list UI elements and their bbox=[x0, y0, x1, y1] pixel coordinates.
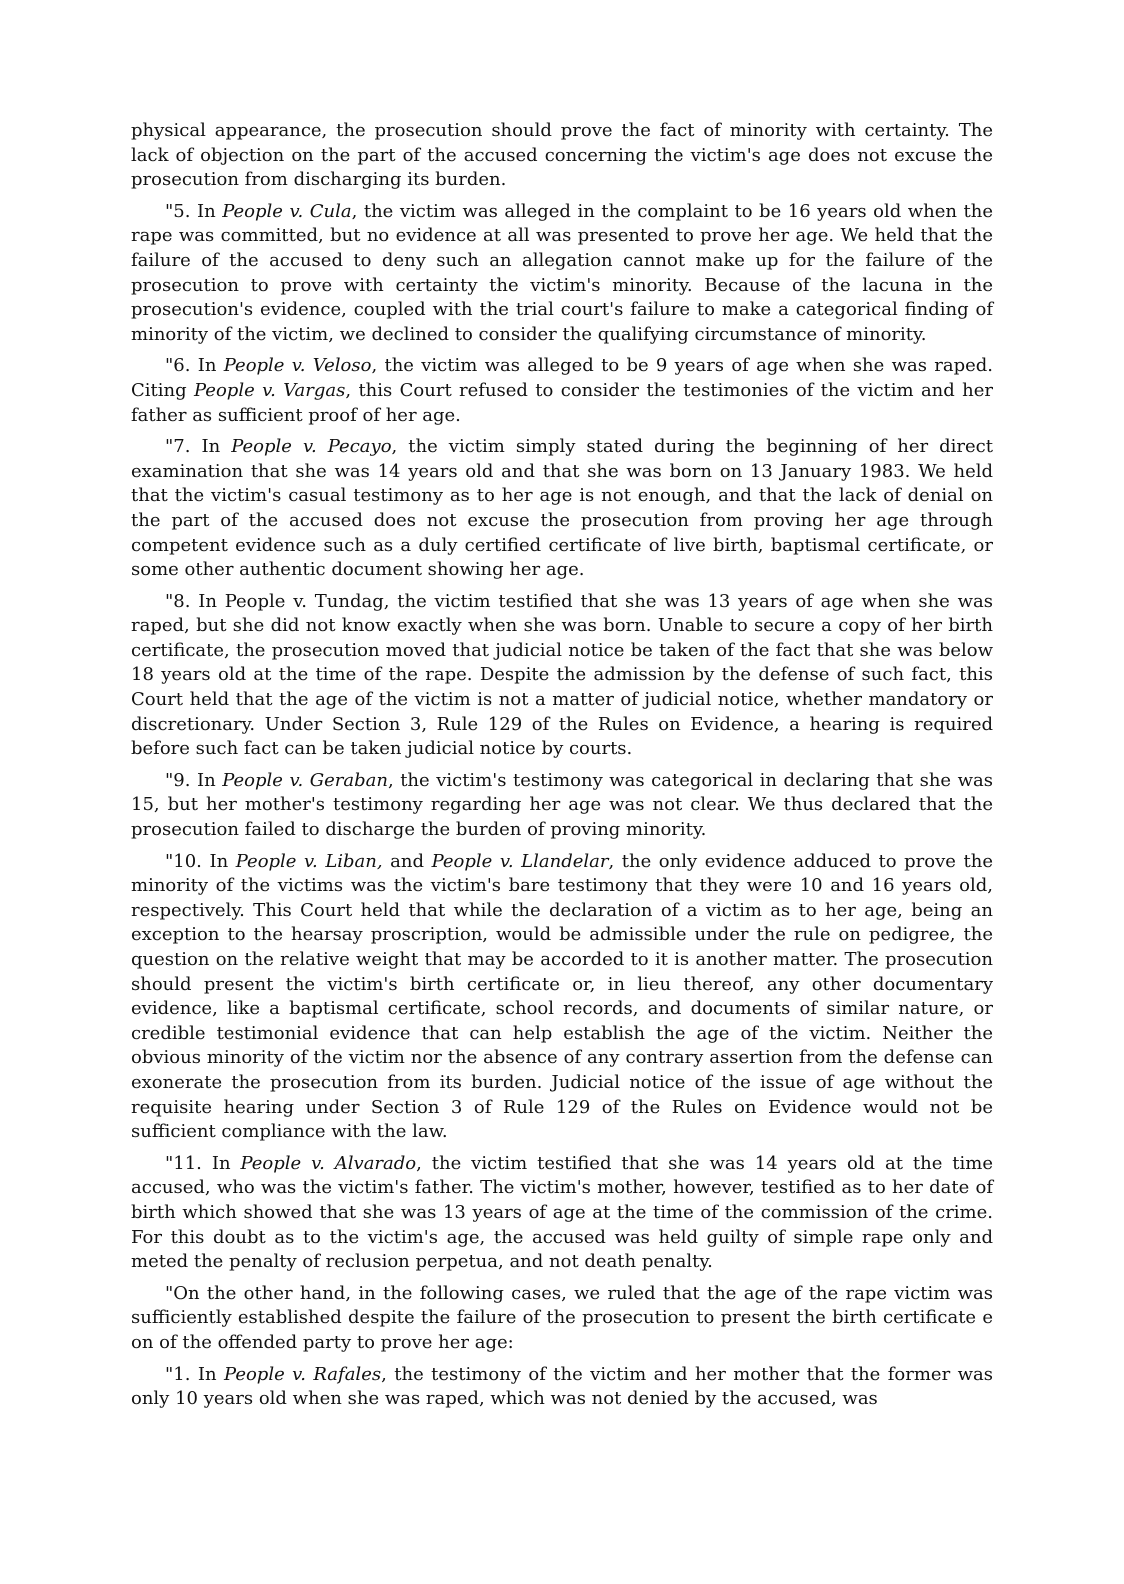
paragraph-text: "6. In bbox=[165, 355, 224, 377]
paragraph bbox=[131, 354, 993, 428]
paragraph-text: "11. In bbox=[165, 1152, 241, 1174]
paragraph bbox=[131, 1282, 993, 1356]
paragraph bbox=[131, 769, 993, 843]
paragraph bbox=[131, 850, 993, 1145]
case-citation: People v. Llandelar bbox=[431, 850, 609, 872]
paragraph-text: "9. In bbox=[165, 769, 223, 791]
case-citation: People v. Veloso bbox=[223, 355, 372, 377]
paragraph bbox=[131, 200, 993, 348]
case-citation: People v. Rafales bbox=[224, 1363, 382, 1385]
paragraph-text: , the only evidence adduced to prove the minority of the victims was the victim's bare testimony that they were 10 and 16 years old, respectively. This Court held that while the declaration of a victim as to her age, being an exception to the hearsay proscription, would be admissible under the rule on pedigree, the question on the relative weight that may be accorded to it is another matter. The prosecution should present the victim's birth certificate or, in lieu thereof, any other documentary evidence, like a baptismal certificate, school records, and documents of similar nature, or credible testimonial evidence that can help establish the age of the victim. Neither the obvious minority of the victim nor the absence of any contrary assertion from the defense can exonerate the prosecution from its burden. Judicial notice of the issue of age without the requisite hearing under Section 3 of Rule 129 of the Rules on Evidence would not be sufficient compliance with the law. bbox=[131, 850, 993, 1143]
case-citation: People v. Alvarado bbox=[240, 1152, 417, 1174]
case-citation: People v. Geraban bbox=[222, 769, 388, 791]
document-body bbox=[131, 119, 993, 1419]
paragraph-text: and bbox=[382, 850, 432, 872]
case-citation: People v. Cula bbox=[222, 200, 352, 222]
paragraph bbox=[131, 1363, 993, 1412]
paragraph-text: "10. In bbox=[165, 850, 236, 872]
paragraph-text: "7. In bbox=[165, 436, 232, 458]
paragraph bbox=[131, 590, 993, 762]
paragraph-text: , the victim testified that she was 14 years old at the time accused, who was the victim's father. The victim's mother, however, testified as to her date of birth which showed that she was 13 years of age at the time of the commission of the crime. For this doubt as to the victim's age, the accused was held guilty of simple rape only and meted the penalty of reclusion perpetua, and not death penalty. bbox=[131, 1152, 993, 1273]
paragraph-text: , the victim's testimony was categorical in declaring that she was 15, but her mother's testimony regarding her age was not clear. We thus declared that the prosecution failed to discharge the burden of proving minority. bbox=[131, 769, 993, 841]
paragraph-text: "5. In bbox=[165, 200, 223, 222]
paragraph bbox=[131, 119, 993, 193]
paragraph bbox=[131, 1152, 993, 1275]
paragraph-text: , the victim was alleged to be 9 years of age when she was raped. Citing bbox=[131, 355, 993, 401]
paragraph-text: physical appearance, the prosecution should prove the fact of minority with certainty. The lack of objection on the part of the accused concerning the victim's age does not excuse the prosecution from discharging its burden. bbox=[131, 120, 993, 191]
paragraph-text: "1. In bbox=[165, 1363, 225, 1385]
paragraph-text: , the testimony of the victim and her mother that the former was only 10 years old when she was raped, which was not denied by the accused, was bbox=[131, 1363, 993, 1410]
case-citation: People v. Vargas bbox=[194, 379, 346, 401]
case-citation: People v. Pecayo bbox=[231, 436, 392, 458]
paragraph-text: , the victim simply stated during the beginning of her direct examination that she was 14 years old and that she was born on 13 January 1983. We held that the victim's casual testimony as to her age is not enough, and that the lack of denial on the part of the accused does not excuse the prosecution from proving her age through competent evidence such as a duly certified certificate of live birth, baptismal certificate, or some other authentic document showing her age. bbox=[131, 436, 993, 581]
paragraph-text: , the victim was alleged in the complaint to be 16 years old when the rape was committed, but no evidence at all was presented to prove her age. We held that the failure of the accused to deny such an allegation cannot make up for the failure of the prosecution to prove with certainty the victim's minority. Because of the lacuna in the prosecution's evidence, coupled with the trial court's failure to make a categorical finding of minority of the victim, we declined to consider the qualifying circumstance of minority. bbox=[131, 200, 993, 345]
paragraph bbox=[131, 435, 993, 583]
paragraph-text: , this Court refused to consider the testimonies of the victim and her father as sufficient proof of her age. bbox=[131, 379, 993, 426]
paragraph-text: "8. In People v. Tundag, the victim testified that she was 13 years of age when she was raped, but she did not know exactly when she was born. Unable to secure a copy of her birth certificate, the prosecution moved that judicial notice be taken of the fact that she was below 18 years old at the time of the rape. Despite the admission by the defense of such fact, this Court held that the age of the victim is not a matter of judicial notice, whether mandatory or discretionary. Under Section 3, Rule 129 of the Rules on Evidence, a hearing is required before such fact can be taken judicial notice by courts. bbox=[131, 590, 993, 760]
case-citation: People v. Liban, bbox=[235, 850, 383, 872]
paragraph-text: "On the other hand, in the following cases, we ruled that the age of the rape victim was sufficiently established despite the failure of the prosecution to present the birth certificate e on of the offended party to prove her age: bbox=[131, 1282, 993, 1353]
